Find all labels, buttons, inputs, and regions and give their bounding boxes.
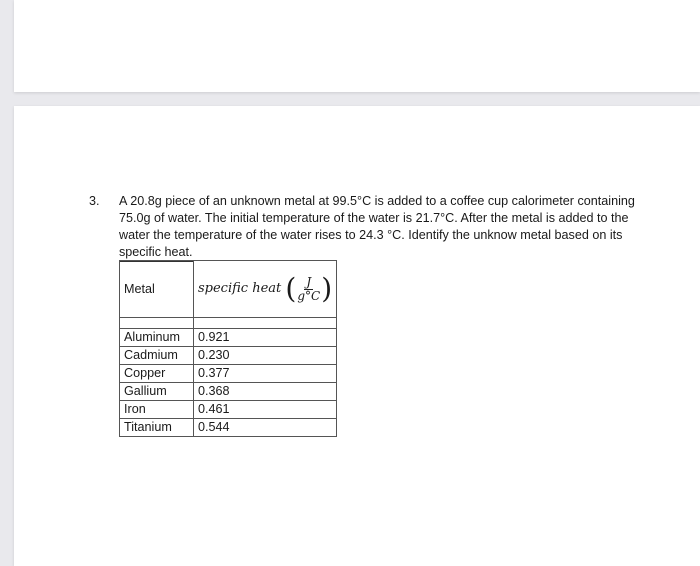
metal-cell: Aluminum (120, 329, 194, 347)
value-cell: 0.921 (194, 329, 337, 347)
table-row (120, 401, 337, 419)
metal-cell: Iron (120, 401, 194, 419)
specific-heat-label: specific heat (198, 281, 282, 296)
close-paren: ) (321, 272, 333, 305)
question-line: water the temperature of the water rises to 24.3 °C. Identify the unknow metal based on its (119, 228, 623, 242)
value-cell: 0.544 (194, 419, 337, 437)
spacer-cell (120, 318, 194, 329)
specific-heat-formula (198, 272, 333, 305)
value-cell: 0.368 (194, 383, 337, 401)
question-line: A 20.8g piece of an unknown metal at 99.5°C is added to a coffee cup calorimeter containing (119, 194, 635, 208)
value-cell: 0.461 (194, 401, 337, 419)
value-cell: 0.377 (194, 365, 337, 383)
specific-heat-table (119, 260, 337, 437)
spacer-cell (194, 318, 337, 329)
metal-cell: Titanium (120, 419, 194, 437)
unit-fraction (297, 276, 320, 303)
table-row (120, 419, 337, 437)
table-row (120, 383, 337, 401)
metal-cell: Gallium (120, 383, 194, 401)
table-spacer-row (120, 318, 337, 329)
table-row (120, 347, 337, 365)
question-3 (89, 193, 669, 262)
metal-cell: Cadmium (120, 347, 194, 365)
question-line: specific heat. (119, 244, 193, 262)
unit-numerator: J (306, 274, 312, 289)
table-header-row (120, 261, 337, 318)
question-text (119, 193, 669, 262)
open-paren: ( (285, 272, 297, 305)
question-line: 75.0g of water. The initial temperature of the water is 21.7°C. After the metal is added to the (119, 211, 629, 225)
unit-denominator: g°C (297, 288, 321, 303)
previous-page (14, 0, 700, 92)
table-row (120, 365, 337, 383)
question-number: 3. (89, 194, 100, 208)
value-cell: 0.230 (194, 347, 337, 365)
table-row (120, 329, 337, 347)
header-metal: Metal (120, 261, 194, 318)
document-page (14, 106, 700, 566)
header-specific-heat (194, 261, 337, 318)
metal-cell: Copper (120, 365, 194, 383)
